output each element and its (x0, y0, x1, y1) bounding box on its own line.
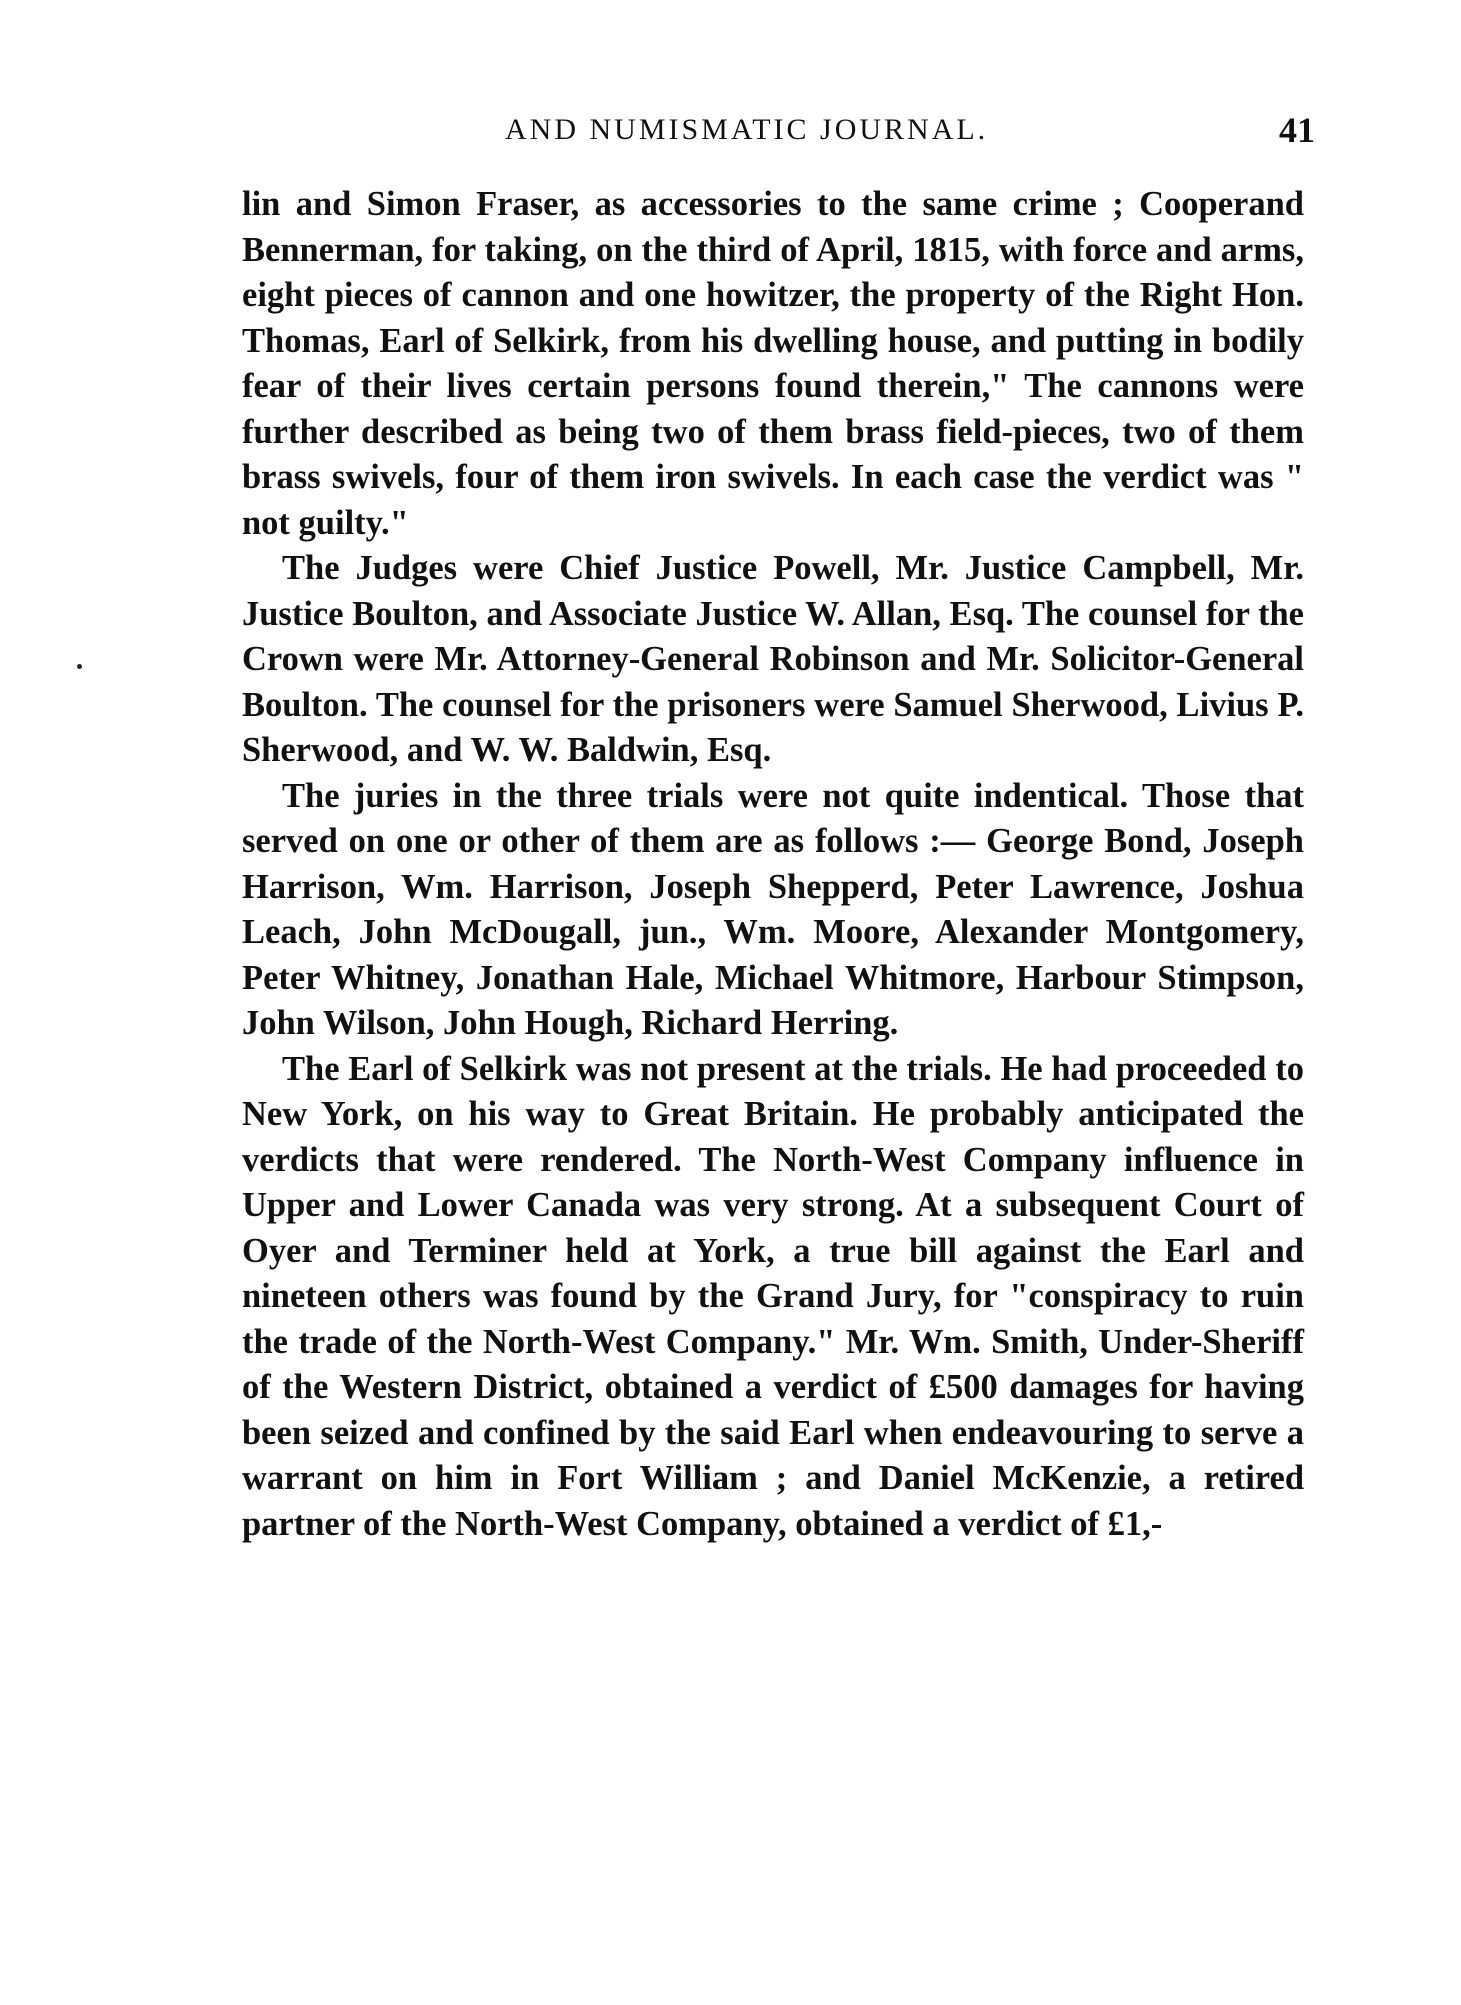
paragraph-trial-charges: lin and Simon Fraser, as accessories to the same crime ; Cooperand Bennerman, for taking, on the third of April, 1815, with force and arms, eight pieces of cannon and one howitzer, the property of the Right Hon. Thomas, Earl of Selkirk, from his dwelling house, and putting in bodily fear of their lives certain persons found therein," The cannons were further described as being two of them brass field-pieces, two of them brass swivels, four of them iron swivels. In each case the verdict was " not guilty." (242, 185, 1304, 542)
margin-speck (77, 664, 82, 669)
running-head (240, 108, 1315, 152)
paragraph-earl-of-selkirk: The Earl of Selkirk was not present at the trials. He had proceeded to New York, on his way to Great Britain. He probably anticipated the verdicts that were rendered. The North-West Company influence in Upper and Lower Canada was very strong. At a subsequent Court of Oyer and Terminer held at York, a true bill against the Earl and nineteen others was found by the Grand Jury, for "conspiracy to ruin the trade of the North-West Company." Mr. Wm. Smith, Under-Sheriff of the Western District, obtained a verdict of £500 damages for having been seized and confined by the said Earl when endeavouring to serve a warrant on him in Fort William ; and Daniel McKenzie, a retired partner of the North-West Company, obtained a verdict of £1,- (242, 1049, 1304, 1543)
body-text (242, 182, 1304, 1547)
paragraph-juries: The juries in the three trials were not quite indentical. Those that served on one or other of them are as follows :— George Bond, Joseph Harrison, Wm. Harrison, Joseph Shepperd, Peter Lawrence, Joshua Leach, John McDougall, jun., Wm. Moore, Alexander Montgomery, Peter Whitney, Jonathan Hale, Michael Whitmore, Harbour Stimpson, John Wilson, John Hough, Richard Herring. (242, 776, 1304, 1042)
paragraph-judges-counsel: The Judges were Chief Justice Powell, Mr. Justice Campbell, Mr. Justice Boulton, and Associate Justice W. Allan, Esq. The counsel for the Crown were Mr. Attorney-General Robinson and Mr. Solicitor-General Boulton. The counsel for the prisoners were Samuel Sherwood, Livius P. Sherwood, and W. W. Baldwin, Esq. (242, 549, 1304, 769)
running-title: AND NUMISMATIC JOURNAL. (505, 113, 989, 146)
page-number: 41 (1279, 110, 1315, 150)
